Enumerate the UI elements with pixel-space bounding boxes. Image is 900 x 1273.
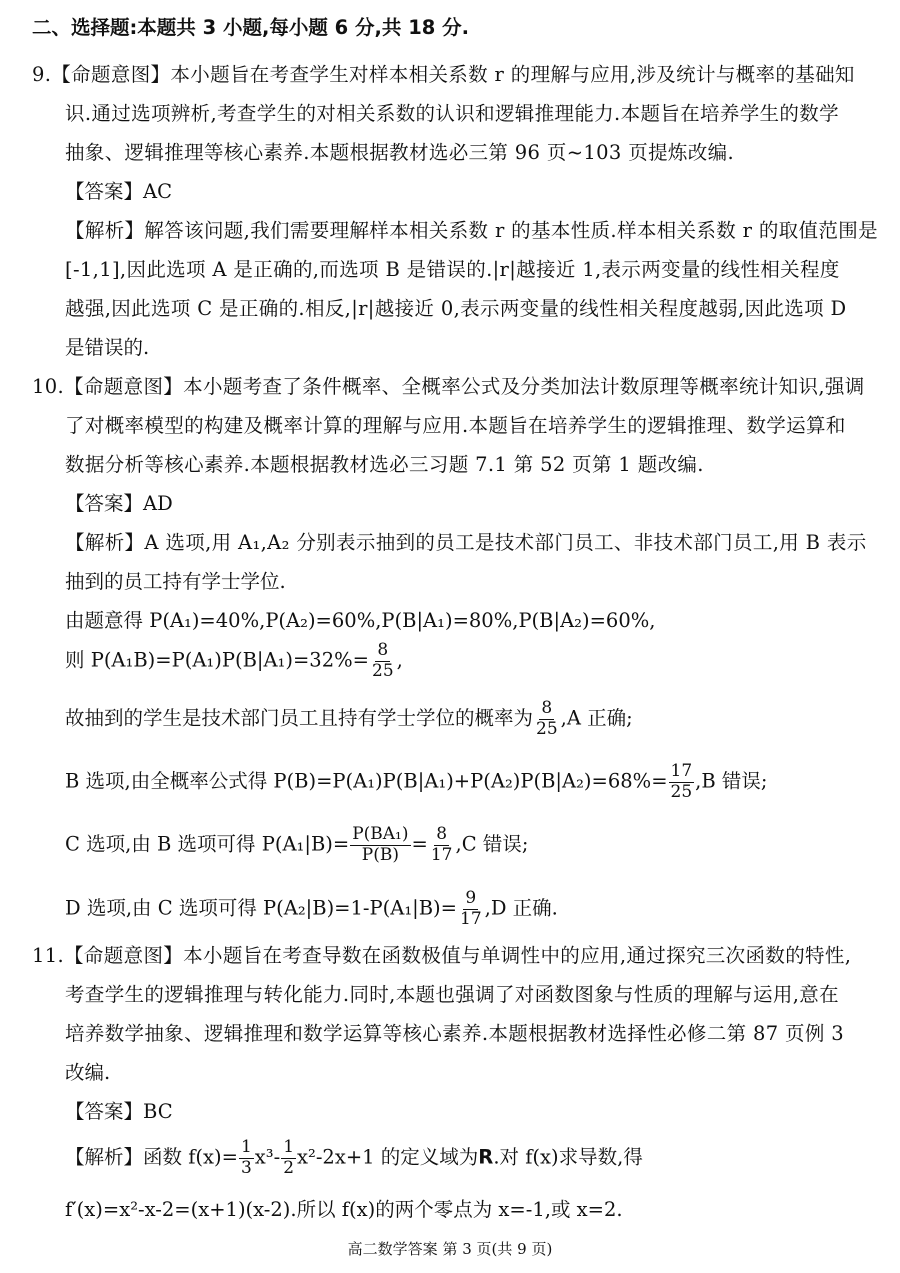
- q10-conclusion-line: [65, 699, 633, 739]
- q10-analysis-line-2: 抽到的员工持有学士学位.: [65, 570, 286, 593]
- q9-analysis-line-3: 越强,因此选项 C 是正确的.相反,|r|越接近 0,表示两变量的线性相关程度越弱,因此选项 D: [65, 297, 847, 320]
- fraction-denominator: 25: [670, 781, 693, 802]
- fraction-numerator: 8: [436, 824, 448, 844]
- q10-conclusion-tail: ,A 正确;: [560, 706, 633, 730]
- q11-answer: 【答案】BC: [65, 1100, 173, 1123]
- q10-option-b-text: B 选项,由全概率公式得 P(B)=P(A₁)P(B|A₁)+P(A₂)P(B|A₂)=68%=: [65, 769, 668, 793]
- q11-derivative-line: f′(x)=x²-x-2=(x+1)(x-2).所以 f(x)的两个零点为 x=-1,或 x=2.: [65, 1198, 623, 1221]
- section-title: 二、选择题:本题共 3 小题,每小题 6 分,共 18 分.: [32, 16, 470, 39]
- q10-option-c-fraction-1: [350, 825, 410, 865]
- fraction-denominator: 25: [536, 718, 558, 739]
- q10-option-d-fraction: [458, 889, 484, 929]
- equals-sign: =: [411, 832, 428, 856]
- q9-answer: 【答案】AC: [65, 180, 173, 203]
- q11-analysis-text: 【解析】函数 f(x)=: [65, 1145, 238, 1169]
- q10-conclusion-text: 故抽到的学生是技术部门员工且持有学士学位的概率为: [65, 706, 534, 730]
- q9-intent-line-2: 识.通过选项辨析,考查学生的对相关系数的认识和逻辑推理能力.本题旨在培养学生的数学: [65, 102, 839, 125]
- q10-conclusion-fraction: [534, 699, 560, 739]
- q10-answer: 【答案】AD: [65, 492, 173, 515]
- q11-intent-line-2: 考查学生的逻辑推理与转化能力.同时,本题也强调了对函数图象与性质的理解与运用,意在: [65, 983, 839, 1006]
- q11-fraction-one-half: [281, 1138, 296, 1178]
- q10-option-d-text: D 选项,由 C 选项可得 P(A₂|B)=1-P(A₁|B)=: [65, 896, 457, 920]
- fraction-numerator: 17: [670, 761, 693, 781]
- q10-intent-line-1: 10.【命题意图】本小题考查了条件概率、全概率公式及分类加法计数原理等概率统计知识,强调: [32, 375, 865, 398]
- q11-analysis-tail: .对 f(x)求导数,得: [493, 1145, 643, 1169]
- q11-analysis-line: [65, 1138, 643, 1178]
- q10-option-c-tail: ,C 错误;: [455, 832, 529, 856]
- fraction-denominator: 17: [460, 908, 482, 929]
- q10-intent-line-2: 了对概率模型的构建及概率计算的理解与应用.本题旨在培养学生的逻辑推理、数学运算和: [65, 414, 846, 437]
- q10-given-line: 由题意得 P(A₁)=40%,P(A₂)=60%,P(B|A₁)=80%,P(B|A₂)=60%,: [65, 609, 656, 632]
- q11-intent-line-4: 改编.: [65, 1061, 111, 1084]
- q11-intent-line-3: 培养数学抽象、逻辑推理和数学运算等核心素养.本题根据教材选择性必修二第 87 页例 3: [65, 1022, 845, 1045]
- q10-analysis-line-1: 【解析】A 选项,用 A₁,A₂ 分别表示抽到的员工是技术部门员工、非技术部门员工,用 B 表示: [65, 531, 867, 554]
- q9-analysis-line-1: 【解析】解答该问题,我们需要理解样本相关系数 r 的基本性质.样本相关系数 r 的取值范围是: [65, 219, 878, 242]
- fraction-numerator: 1: [283, 1137, 295, 1157]
- q9-analysis-line-4: 是错误的.: [65, 336, 150, 359]
- q10-then-line: [65, 641, 403, 681]
- q10-option-c-line: [65, 825, 528, 865]
- q10-option-c-fraction-2: [429, 825, 455, 865]
- fraction-denominator: 3: [240, 1157, 252, 1178]
- q10-option-d-line: [65, 889, 558, 929]
- q11-analysis-domain: x²-2x+1 的定义域为: [297, 1145, 479, 1169]
- fraction-denominator: 2: [283, 1157, 295, 1178]
- q10-option-b-tail: ,B 错误;: [695, 769, 768, 793]
- q11-intent-line-1: 11.【命题意图】本小题旨在考查导数在函数极值与单调性中的应用,通过探究三次函数的特性,: [32, 944, 852, 967]
- q9-analysis-line-2: [-1,1],因此选项 A 是正确的,而选项 B 是错误的.|r|越接近 1,表示两变量的线性相关程度: [65, 258, 840, 281]
- fraction-denominator: 17: [430, 844, 453, 865]
- q10-option-b-line: [65, 762, 767, 802]
- q10-option-b-fraction: [669, 762, 695, 802]
- fraction-denominator: 25: [372, 660, 394, 681]
- fraction-numerator: 1: [240, 1137, 252, 1157]
- fraction-numerator: 8: [541, 698, 553, 718]
- q11-analysis-middle: x³-: [254, 1145, 281, 1169]
- fraction-denominator: P(B): [361, 844, 399, 865]
- q9-intent-line-1: 9.【命题意图】本小题旨在考查学生对样本相关系数 r 的理解与应用,涉及统计与概率的基础知: [32, 63, 855, 86]
- fraction-numerator: 8: [377, 640, 389, 660]
- real-numbers-symbol: R: [478, 1145, 494, 1169]
- q10-then-tail: ,: [396, 648, 403, 672]
- page-footer: 高二数学答案 第 3 页(共 9 页): [347, 1240, 553, 1258]
- fraction-numerator: P(BA₁): [352, 824, 409, 844]
- q10-then-fraction: [370, 641, 396, 681]
- fraction-numerator: 9: [465, 888, 477, 908]
- q9-intent-line-3: 抽象、逻辑推理等核心素养.本题根据教材选必三第 96 页~103 页提炼改编.: [65, 141, 735, 164]
- q10-option-d-tail: ,D 正确.: [484, 896, 558, 920]
- q10-option-c-text: C 选项,由 B 选项可得 P(A₁|B)=: [65, 832, 350, 856]
- q10-intent-line-3: 数据分析等核心素养.本题根据教材选必三习题 7.1 第 52 页第 1 题改编.: [65, 453, 704, 476]
- q11-fraction-one-third: [239, 1138, 254, 1178]
- q10-then-text: 则 P(A₁B)=P(A₁)P(B|A₁)=32%=: [65, 648, 369, 672]
